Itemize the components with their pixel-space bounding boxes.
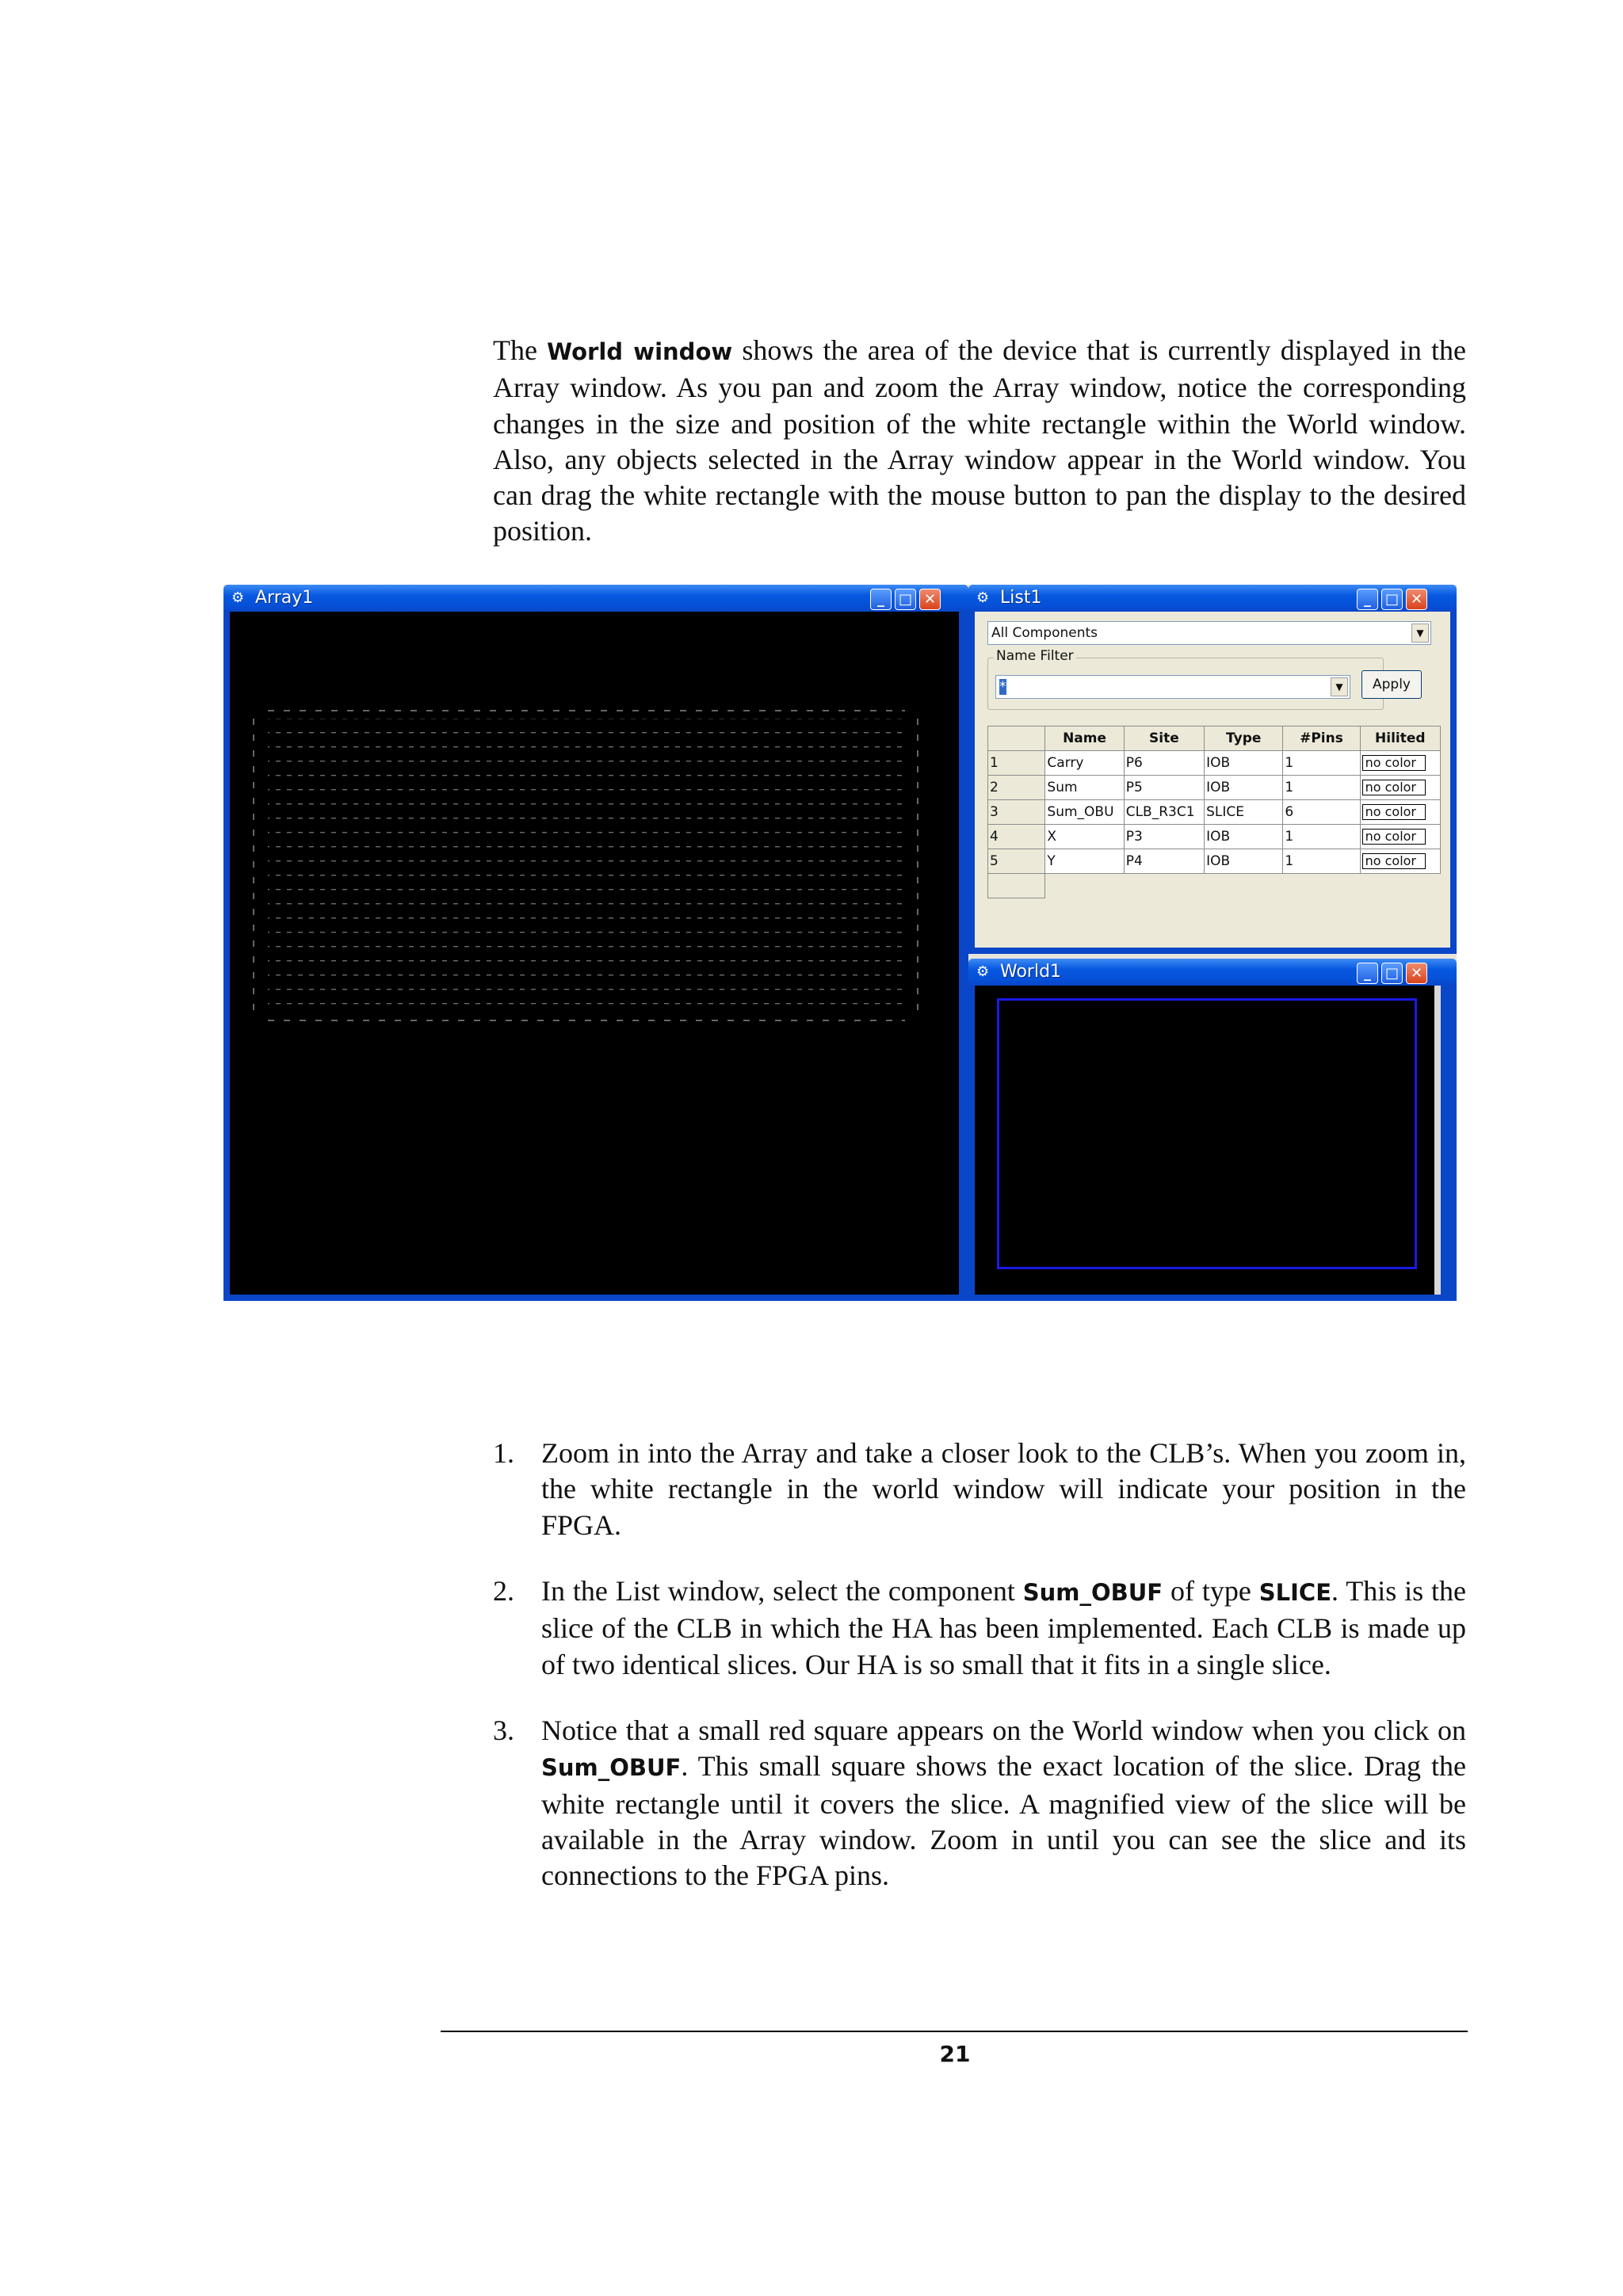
hilite-color-select[interactable]: no color	[1362, 755, 1426, 771]
step-text	[541, 1573, 1466, 1683]
hilite-color-select[interactable]: no color	[1362, 853, 1426, 869]
cell-hilited[interactable]	[1360, 825, 1440, 849]
world-view-rectangle[interactable]	[997, 998, 1417, 1269]
hilite-color-select[interactable]: no color	[1362, 829, 1426, 845]
apply-button[interactable]: Apply	[1361, 670, 1422, 699]
component-filter-value: All Components	[991, 625, 1098, 641]
step-number: 1.	[493, 1437, 514, 1469]
cell-type[interactable]: IOB	[1205, 849, 1283, 874]
app-icon: ⚙	[976, 589, 990, 606]
hilite-color-select[interactable]: no color	[1362, 804, 1426, 820]
minimize-icon: _	[1364, 591, 1371, 608]
cell-site[interactable]: CLB_R3C1	[1124, 800, 1204, 825]
step-text-part: In the List window, select the component	[541, 1575, 1023, 1607]
cell-type[interactable]: IOB	[1205, 825, 1283, 849]
page-number: 21	[939, 2041, 971, 2067]
clb-array	[268, 719, 905, 1012]
world-window-title: World1	[1000, 962, 1062, 982]
name-filter-input[interactable]	[995, 675, 1350, 699]
maximize-icon: □	[898, 591, 912, 608]
step-1	[493, 1436, 1466, 1543]
close-icon: ✕	[923, 591, 937, 608]
list-window-body	[975, 612, 1450, 948]
cell-pins[interactable]: 1	[1283, 849, 1360, 874]
step-text	[541, 1713, 1466, 1894]
cell-name[interactable]: Sum	[1045, 776, 1124, 800]
cell-type[interactable]: IOB	[1205, 751, 1283, 776]
maximize-icon: □	[1384, 965, 1399, 982]
step-number: 2.	[493, 1575, 514, 1607]
maximize-icon: □	[1384, 591, 1399, 608]
intro-paragraph	[493, 333, 1466, 550]
row-number: 3	[988, 800, 1045, 825]
clb-grid	[230, 612, 959, 1295]
list-window	[968, 585, 1457, 954]
table-row[interactable]	[988, 849, 1441, 874]
cell-type[interactable]: SLICE	[1205, 800, 1283, 825]
close-button[interactable]	[1406, 963, 1427, 984]
app-icon: ⚙	[976, 963, 990, 980]
minimize-icon: _	[1364, 965, 1371, 982]
row-number: 2	[988, 776, 1045, 800]
step-text-part: Notice that a small red square appears on the World window when you click on	[541, 1714, 1466, 1746]
column-header-site[interactable]: Site	[1124, 727, 1204, 751]
table-row-empty	[988, 874, 1441, 898]
world-scrollbar[interactable]	[1434, 986, 1441, 1295]
cell-hilited[interactable]	[1360, 751, 1440, 776]
maximize-button[interactable]	[1381, 963, 1403, 984]
list-window-titlebar[interactable]	[968, 585, 1457, 612]
ise-floorplanner-screenshot	[223, 585, 1457, 1301]
cell-site[interactable]: P6	[1124, 751, 1204, 776]
cell-site[interactable]: P5	[1124, 776, 1204, 800]
table-row[interactable]	[988, 800, 1441, 825]
array-window-titlebar[interactable]	[223, 585, 968, 612]
close-button[interactable]	[1406, 589, 1427, 610]
name-filter-value: *	[999, 679, 1006, 695]
cell-hilited[interactable]	[1360, 800, 1440, 825]
cell-site[interactable]: P4	[1124, 849, 1204, 874]
cell-name[interactable]: Carry	[1045, 751, 1124, 776]
components-table	[987, 726, 1441, 898]
table-row[interactable]	[988, 751, 1441, 776]
close-button[interactable]	[919, 589, 941, 610]
cell-name[interactable]: Sum_OBU	[1045, 800, 1124, 825]
step-text: Zoom in into the Array and take a closer look to the CLB’s. When you zoom in, the white rectangle in the world window will indicate your position in the FPGA.	[541, 1437, 1466, 1541]
world-window	[968, 959, 1457, 1301]
step-text-part: . This is the slice of the CLB in which the HA has been implemented. Each CLB is made up of two identical slices. Our HA is so small that it fits in a single slice.	[541, 1575, 1467, 1680]
array-window-title: Array1	[255, 588, 314, 608]
row-number: 5	[988, 849, 1045, 874]
column-header-type[interactable]: Type	[1205, 727, 1283, 751]
step-number: 3.	[493, 1714, 514, 1746]
intro-text-2: shows the area of the device that is currently displayed in the Array window. As you pan and zoom the Array window, notice the corresponding changes in the size and position of the white rectangle within the World window. Also, any objects selected in the Array window appear in the World window. You can drag the white rectangle with the mouse button to pan the display to the desired position.	[493, 334, 1467, 547]
intro-text-1: The	[493, 334, 548, 366]
array-window	[223, 585, 968, 1301]
footer-rule	[441, 2031, 1468, 2032]
keyword-sum-obuf: Sum_OBUF	[1022, 1579, 1163, 1606]
keyword-slice: SLICE	[1258, 1579, 1331, 1606]
step-3	[493, 1713, 1466, 1894]
cell-name[interactable]: Y	[1045, 849, 1124, 874]
maximize-button[interactable]	[1381, 589, 1403, 610]
step-text-part: . This small square shows the exact location of the slice. Drag the white rectangle until it covers the slice. A magnified view of the slice will be available in the Array window. Zoom in until you can see the slice and its connections to the FPGA pins.	[541, 1750, 1466, 1892]
cell-hilited[interactable]	[1360, 849, 1440, 874]
column-header-hilited[interactable]: Hilited	[1360, 727, 1440, 751]
table-row[interactable]	[988, 825, 1441, 849]
column-header-pins[interactable]: #Pins	[1283, 727, 1360, 751]
column-header-name[interactable]: Name	[1045, 727, 1124, 751]
cell-pins[interactable]: 6	[1283, 800, 1360, 825]
minimize-button[interactable]	[1357, 963, 1378, 984]
maximize-button[interactable]	[895, 589, 916, 610]
close-icon: ✕	[1410, 965, 1423, 982]
row-number: 1	[988, 751, 1045, 776]
step-2	[493, 1573, 1466, 1683]
row-number: 4	[988, 825, 1045, 849]
minimize-icon: _	[877, 591, 884, 608]
minimize-button[interactable]	[870, 589, 892, 610]
cell-pins[interactable]: 1	[1283, 751, 1360, 776]
cell-hilited[interactable]	[1360, 776, 1440, 800]
app-icon: ⚙	[231, 589, 245, 606]
row-number-header	[988, 727, 1045, 751]
world-window-titlebar[interactable]	[968, 959, 1457, 986]
cell-pins[interactable]: 1	[1283, 776, 1360, 800]
hilite-color-select[interactable]: no color	[1362, 780, 1426, 795]
cell-type[interactable]: IOB	[1205, 776, 1283, 800]
cell-name[interactable]: X	[1045, 825, 1124, 849]
world-canvas[interactable]	[975, 986, 1441, 1295]
name-filter-label: Name Filter	[994, 648, 1076, 664]
step-text-part: of type	[1163, 1575, 1259, 1607]
array-canvas[interactable]	[230, 612, 959, 1295]
table-row[interactable]	[988, 776, 1441, 800]
keyword-sum-obuf: Sum_OBUF	[541, 1754, 682, 1782]
table-header-row	[988, 727, 1441, 751]
chevron-down-icon[interactable]: ▼	[1331, 677, 1348, 696]
close-icon: ✕	[1410, 591, 1423, 608]
cell-empty	[1045, 874, 1441, 898]
minimize-button[interactable]	[1357, 589, 1378, 610]
component-filter-select[interactable]	[987, 621, 1431, 645]
chevron-down-icon[interactable]: ▼	[1411, 624, 1429, 643]
keyword-world-window: World window	[547, 338, 733, 365]
cell-pins[interactable]: 1	[1283, 825, 1360, 849]
cell-site[interactable]: P3	[1124, 825, 1204, 849]
row-number	[988, 874, 1045, 898]
list-window-title: List1	[1000, 588, 1042, 608]
